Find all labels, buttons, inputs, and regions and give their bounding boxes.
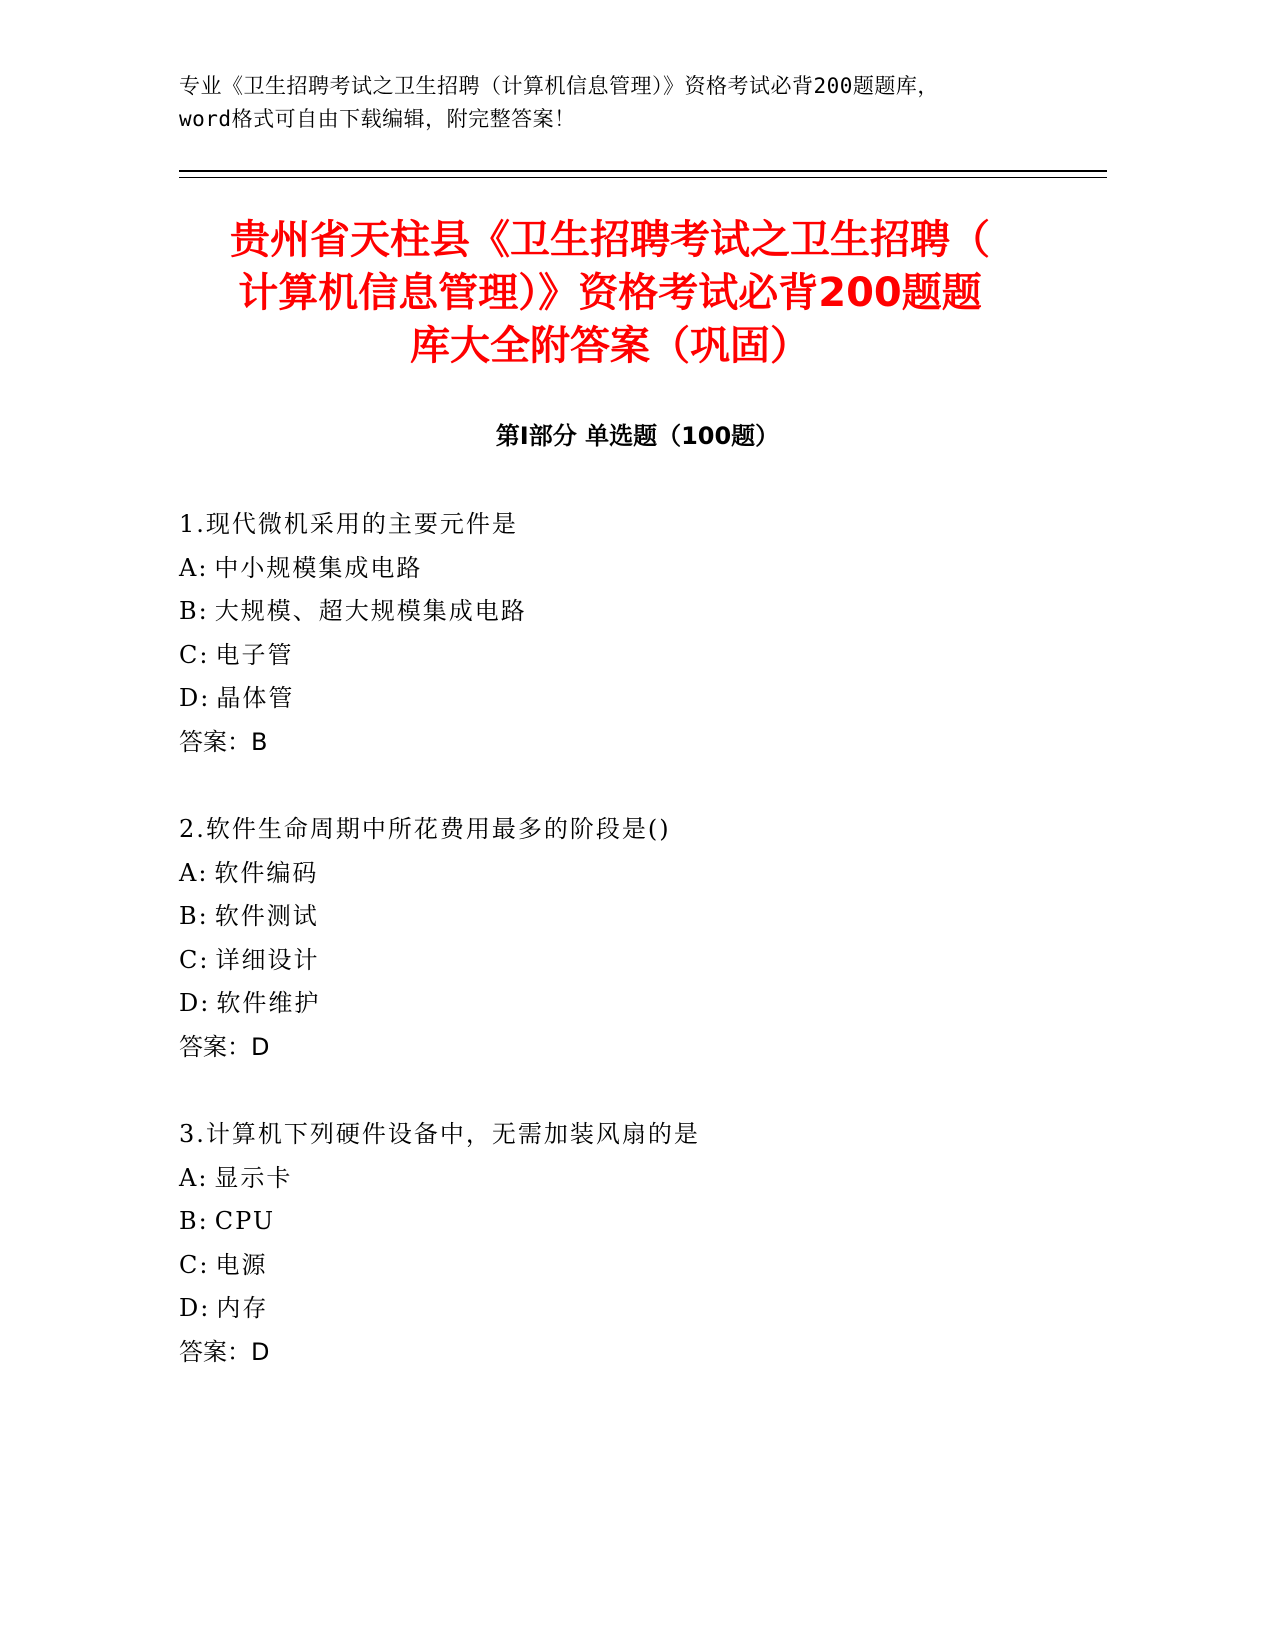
- option-label: B:: [179, 902, 209, 930]
- option-a: [179, 852, 1079, 896]
- document-title-line-1: 贵州省天柱县《卫生招聘考试之卫生招聘（: [230, 217, 990, 263]
- option-text: 详细设计: [215, 945, 320, 974]
- option-text: 软件编码: [214, 858, 319, 887]
- option-label: D:: [179, 684, 211, 712]
- answer-line: 答案：B: [179, 727, 268, 756]
- option-c: [179, 939, 1079, 983]
- document-title: [150, 214, 1070, 373]
- option-label: D:: [179, 989, 211, 1017]
- option-text: 软件测试: [214, 902, 319, 930]
- option-b: [179, 590, 1079, 634]
- option-text: 电源: [215, 1250, 268, 1279]
- header-note-line-2: word格式可自由下载编辑，附完整答案！: [179, 107, 576, 131]
- option-d: [179, 1287, 1079, 1331]
- question-item: [179, 1113, 1079, 1374]
- answer-line: 答案：D: [179, 1032, 270, 1061]
- option-label: A:: [179, 553, 209, 582]
- option-d: [179, 982, 1079, 1026]
- option-text: 显示卡: [214, 1163, 293, 1192]
- option-label: B:: [179, 597, 209, 625]
- option-text: 中小规模集成电路: [214, 553, 423, 582]
- question-item: [179, 503, 1079, 764]
- document-title-line-2: 计算机信息管理）》资格考试必背200题题: [238, 270, 982, 316]
- option-b: [179, 1200, 1079, 1244]
- answer-line: 答案：D: [179, 1337, 270, 1366]
- option-label: A:: [179, 1163, 209, 1192]
- option-c: [179, 634, 1079, 678]
- option-label: B:: [179, 1207, 209, 1235]
- question-item: [179, 808, 1079, 1069]
- header-note-line-1: 专业《卫生招聘考试之卫生招聘（计算机信息管理）》资格考试必背200题题库，: [179, 74, 939, 98]
- section-heading: 第Ⅰ部分 单选题（100题）: [495, 422, 780, 450]
- option-b: [179, 895, 1079, 939]
- header-note: [179, 70, 1059, 136]
- option-a: [179, 1157, 1079, 1201]
- option-label: C:: [179, 1250, 210, 1279]
- option-text: 大规模、超大规模集成电路: [214, 597, 527, 625]
- question-stem: 3.计算机下列硬件设备中，无需加装风扇的是: [179, 1120, 700, 1148]
- header-divider-thin: [179, 177, 1107, 178]
- option-c: [179, 1244, 1079, 1288]
- option-text: 电子管: [215, 640, 294, 669]
- question-stem: 2.软件生命周期中所花费用最多的阶段是(): [179, 815, 671, 843]
- option-a: [179, 547, 1079, 591]
- option-label: A:: [179, 858, 209, 887]
- header-divider-thick: [179, 170, 1107, 172]
- option-text: 内存: [216, 1294, 269, 1322]
- option-text: 晶体管: [216, 684, 295, 712]
- option-label: D:: [179, 1294, 211, 1322]
- option-text: 软件维护: [216, 989, 321, 1017]
- option-label: C:: [179, 945, 210, 974]
- option-d: [179, 677, 1079, 721]
- question-stem: 1.现代微机采用的主要元件是: [179, 510, 518, 538]
- option-text: CPU: [214, 1207, 276, 1235]
- option-label: C:: [179, 640, 210, 669]
- document-title-line-3: 库大全附答案（巩固）: [410, 323, 810, 369]
